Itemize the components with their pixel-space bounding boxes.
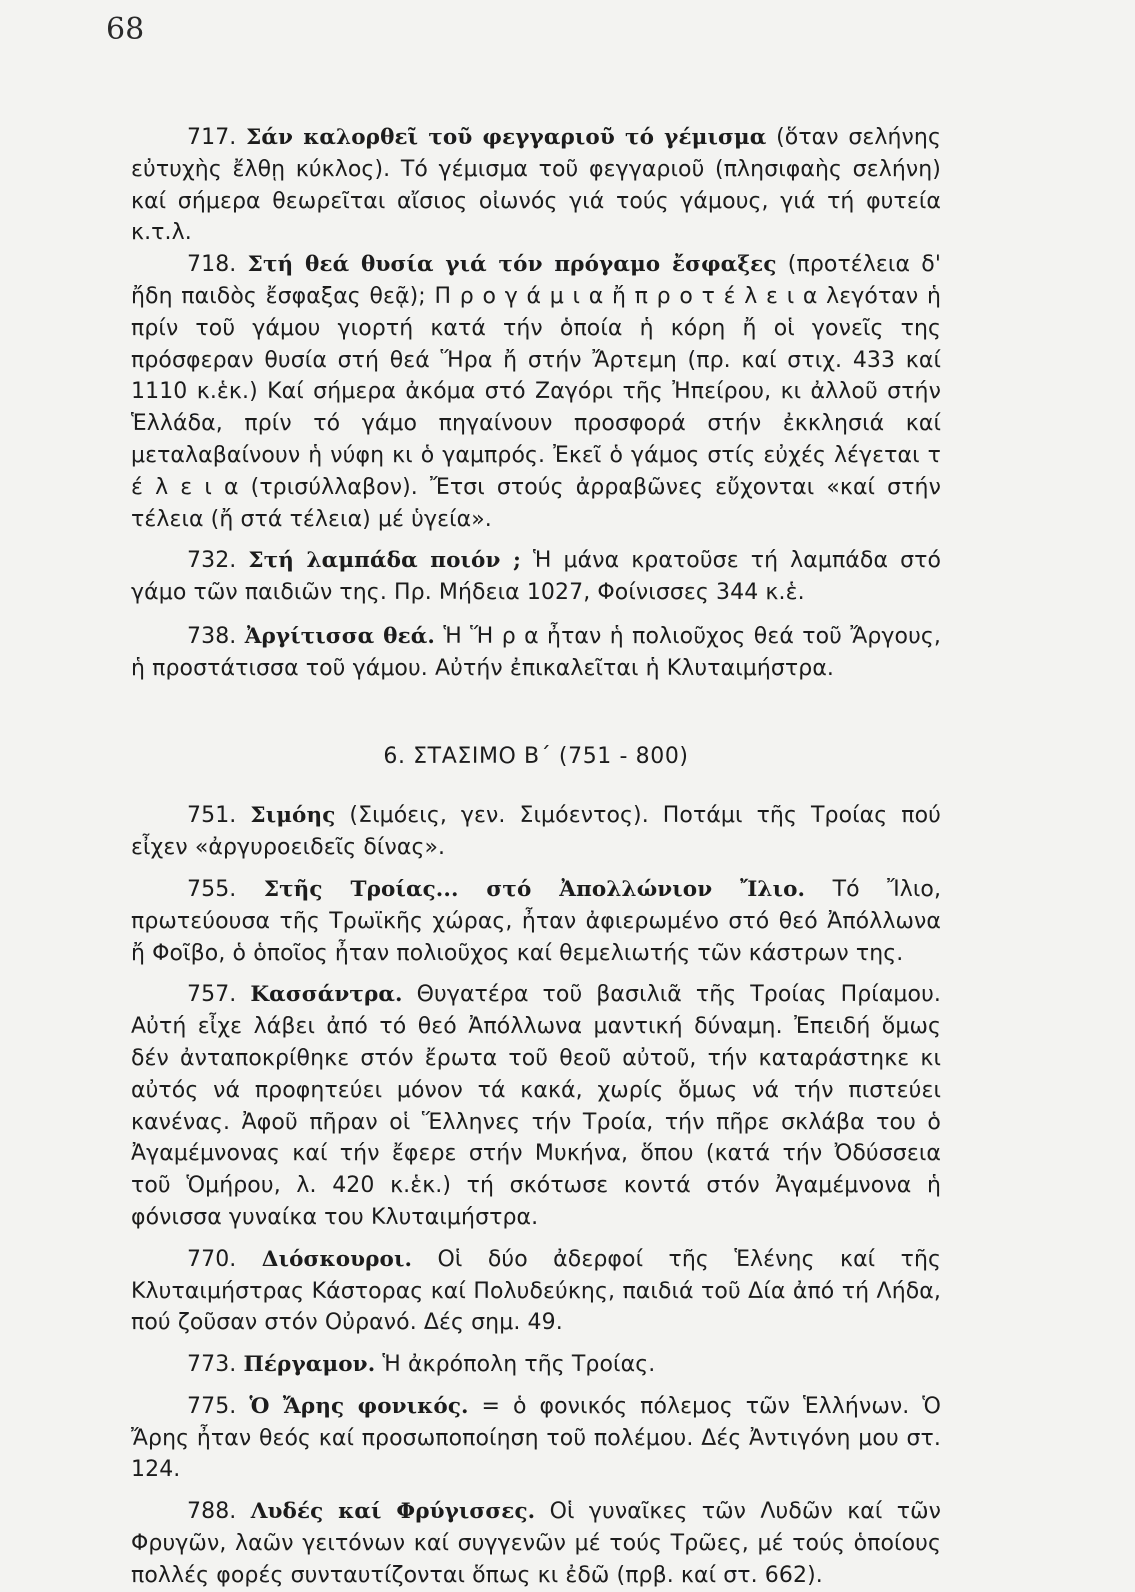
note-number: 788. <box>187 1499 237 1525</box>
note-text: Ἡ Ἥ ρ α ἦταν ἡ πολιοῦχος θεά τοῦ Ἄργους, ἡ προστάτισσα τοῦ γάμου. Αὐτήν ἐπικαλεῖται ἡ Κλυταιμήστρα. <box>131 623 942 681</box>
page-number: 68 <box>106 12 145 47</box>
note-number: 738. <box>187 623 237 649</box>
note-number: 757. <box>187 982 237 1008</box>
note-number: 717. <box>187 125 237 150</box>
note-text: Τό Ἴλιο, πρωτεύουσα τῆς Τρωϊκῆς χώρας, ἦταν ἀφιερωμένο στό θεό Ἀπόλλωνα ἤ Φοῖβο, ὁ ὁποῖος ἦταν πολιοῦχος καί θεμελιωτής τῶν κάστρων της. <box>131 876 942 966</box>
note-term: Στή λαμπάδα ποιόν ; <box>248 548 522 574</box>
note-term: Διόσκουροι. <box>261 1246 413 1272</box>
note-788 <box>131 1496 941 1591</box>
note-term: Σιμόης <box>250 803 336 829</box>
note-term: Λυδές καί Φρύγισσες. <box>250 1499 536 1525</box>
note-term: Πέργαμον. <box>243 1352 376 1378</box>
section-heading: 6. ΣΤΑΣΙΜΟ Β΄ (751 - 800) <box>383 743 689 769</box>
note-term: Κασσάντρα. <box>250 982 403 1008</box>
note-text: Ἡ ἀκρόπολη τῆς Τροίας. <box>382 1352 656 1378</box>
note-773 <box>131 1349 941 1381</box>
commentary-body <box>131 122 941 1592</box>
note-text: Οἱ δύο ἀδερφοί τῆς Ἑλένης καί τῆς Κλυταιμήστρας Κάστορας καί Πολυδεύκης, παιδιά τοῦ Δία ἀπό τή Λήδα, πού ζοῦσαν στόν Οὐρανό. Δές σημ. 49. <box>131 1246 942 1336</box>
note-number: 718. <box>187 252 237 278</box>
note-text: Οἱ γυναῖκες τῶν Λυδῶν καί τῶν Φρυγῶν, λαῶν γειτόνων καί συγγενῶν μέ τούς Τρῶες, μέ τούς ὁποίους πολλές φορές συνταυτίζονται ὅπως κι ἐδῶ (πρβ. καί στ. 662). <box>131 1499 941 1588</box>
note-term: Ὁ Ἄρης φονικός. <box>249 1393 469 1419</box>
note-text: Θυγατέρα τοῦ βασιλιᾶ τῆς Τροίας Πρίαμου. Αὐτή εἶχε λάβει ἀπό τό θεό Ἀπόλλωνα μαντική δύναμη. Ἐπειδή ὅμως δέν ἀνταποκρίθηκε στόν ἔρωτα τοῦ θεοῦ αὐτοῦ, τήν καταράστηκε κι αὐτός νά προφητεύει μόνον τά κακά, χωρίς ὅμως νά τήν πιστεύει κανένας. Ἀφοῦ πῆραν οἱ Ἕλληνες τήν Τροία, τήν πῆρε σκλάβα του ὁ Ἀγαμέμνονας καί τήν ἔφερε στήν Μυκήνα, ὅπου (κατά τήν Ὀδύσσεια τοῦ Ὁμήρου, λ. 420 κ.ἑκ.) τή σκότωσε κοντά στόν Ἀγαμέμνονα ἡ φόνισσα γυναίκα του Κλυταιμήστρα. <box>131 982 942 1230</box>
note-number: 755. <box>187 876 237 902</box>
note-number: 751. <box>187 803 237 829</box>
note-text: (Σιμόεις, γεν. Σιμόεντος). Ποτάμι τῆς Τροίας πού εἶχεν «ἀργυροειδεῖς δίνας». <box>131 803 942 861</box>
note-term: Σάν καλορθεῖ τοῦ φεγγαριοῦ τό γέμισμα <box>246 125 767 150</box>
note-text: (ὅταν σελήνης εὐτυχὴς ἔλθῃ κύκλος). Τό γέμισμα τοῦ φεγγαριοῦ (πλησιφαὴς σελήνη) καί σήμερα θεωρεῖται αἴσιος οἰωνός γιά τούς γάμους, γιά τή φυτεία κ.τ.λ. <box>131 125 941 246</box>
note-number: 770. <box>187 1246 237 1272</box>
note-751 <box>131 800 941 864</box>
note-text: Ἡ μάνα κρατοῦσε τή λαμπάδα στό γάμο τῶν παιδιῶν της. Πρ. Μήδεια 1027, Φοίνισσες 344 κ.ἑ. <box>131 548 942 606</box>
note-text: = ὁ φονικός πόλεμος τῶν Ἑλλήνων. Ὁ Ἄρης ἦταν θεός καί προσωποποίηση τοῦ πολέμου. Δές Ἀντιγόνη μου στ. 124. <box>131 1393 942 1483</box>
note-term: Στή θεά θυσία γιά τόν πρόγαμο ἔσφαξες <box>247 252 777 278</box>
note-717 <box>131 122 941 249</box>
note-number: 775. <box>187 1393 237 1419</box>
note-757 <box>131 979 941 1233</box>
note-term: Στῆς Τροίας... στό Ἀπολλώνιον Ἴλιο. <box>263 876 806 902</box>
note-number: 773. <box>187 1352 237 1378</box>
note-755 <box>131 874 941 969</box>
note-775 <box>131 1391 941 1486</box>
note-718 <box>131 249 941 535</box>
note-term: Ἀργίτισσα θεά. <box>244 623 435 649</box>
note-text: (προτέλεια δ' ἤδη παιδὸς ἔσφαξας θεᾷ); Π ρ ο γ ά μ ι α ἤ π ρ ο τ έ λ ε ι α λεγόταν ἡ πρίν τοῦ γάμου γιορτή κατά τήν ὁποία ἡ κόρη ἤ οἱ γονεῖς της πρόσφεραν θυσία στή θεά Ἥρα ἤ στήν Ἄρτεμη (πρ. καί στιχ. 433 καί 1110 κ.ἑκ.) Καί σήμερα ἀκόμα στό Ζαγόρι τῆς Ἠπείρου, κι ἀλλοῦ στήν Ἑλλάδα, πρίν τό γάμο πηγαίνουν προσφορά στήν ἐκκλησιά καί μεταλαβαίνουν ἡ νύφη κι ὁ γαμπρός. Ἐκεῖ ὁ γάμος στίς εὐχές λέγεται τ έ λ ε ι α (τρισύλλαβον). Ἔτσι στούς ἀρραβῶνες εὔχονται «καί στήν τέλεια (ἤ στά τέλεια) μέ ὑγεία». <box>131 252 942 532</box>
note-732 <box>131 545 941 609</box>
note-770 <box>131 1244 941 1339</box>
note-738 <box>131 621 941 685</box>
note-number: 732. <box>187 548 237 574</box>
